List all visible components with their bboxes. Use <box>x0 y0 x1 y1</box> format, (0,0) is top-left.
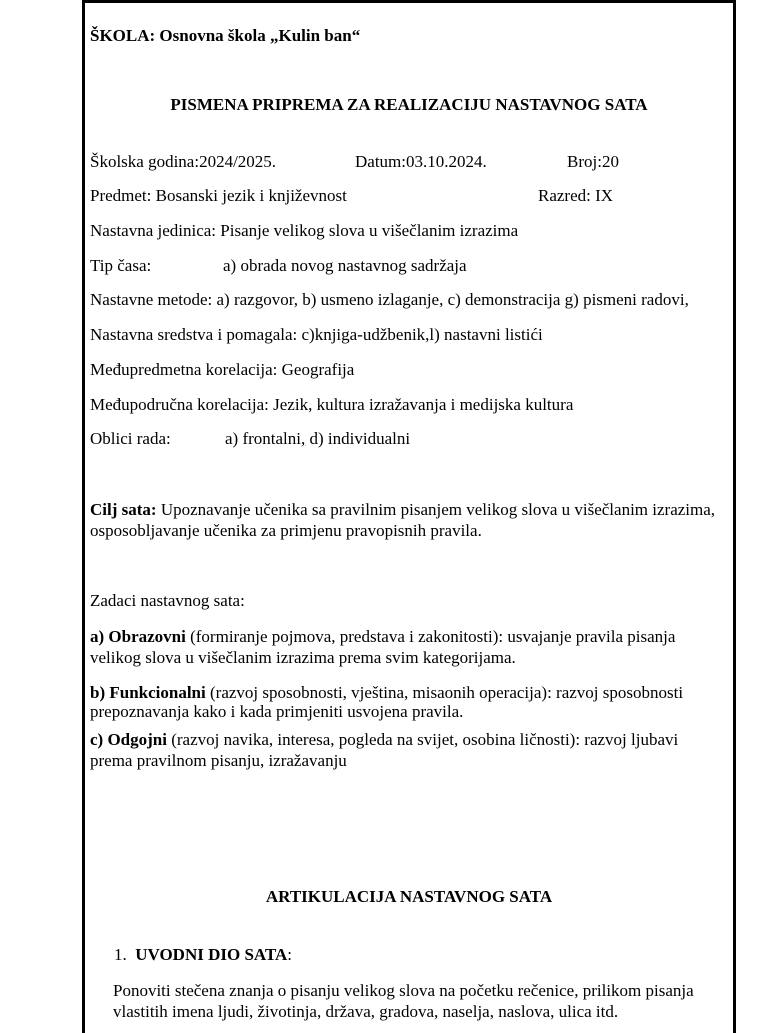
task-a-text: (formiranje pojmova, predstava i zakonitosti): usvajanje pravila pisanja velikog slova u višečlanim izrazima prema svim kategorijama. <box>90 627 676 667</box>
intro-number: 1. <box>114 945 127 964</box>
subject-correlation: Međupredmetna korelacija: Geografija <box>90 360 355 379</box>
task-b-label: b) Funkcionalni <box>90 683 206 702</box>
lesson-number: Broj:20 <box>567 152 619 171</box>
work-form-separator: , <box>301 429 306 448</box>
subject: Predmet: Bosanski jezik i književnost <box>90 186 347 205</box>
teaching-resources: Nastavna sredstva i pomagala: c)knjiga-udžbenik,l) nastavni listići <box>90 325 543 344</box>
header-row-1 <box>90 152 730 172</box>
area-correlation: Međupodručna korelacija: Jezik, kultura izražavanja i medijska kultura <box>90 395 574 414</box>
work-form-a: a) frontalni <box>225 429 301 448</box>
tasks-heading: Zadaci nastavnog sata: <box>90 591 245 610</box>
intro-label: UVODNI DIO SATA <box>135 945 288 964</box>
grade: Razred: IX <box>538 186 614 205</box>
document-title: PISMENA PRIPREMA ZA REALIZACIJU NASTAVNOG SATA <box>170 95 648 114</box>
school-year: Školska godina:2024/2025. <box>90 152 277 171</box>
task-c-label: c) Odgojni <box>90 730 167 749</box>
lesson-goal <box>90 499 730 541</box>
lesson-date: Datum:03.10.2024. <box>355 152 487 171</box>
task-educational <box>90 626 730 668</box>
teaching-unit: Nastavna jedinica: Pisanje velikog slova u višečlanim izrazima <box>90 221 519 240</box>
task-functional <box>90 683 730 721</box>
intro-colon: : <box>287 945 293 964</box>
work-form-d: d) individualni <box>305 429 411 448</box>
goal-text: Upoznavanje učenika sa pravilnim pisanjem velikog slova u višečlanim izrazima, osposobljavanje učenika za primjenu pravopisnih pravila. <box>90 500 716 540</box>
work-forms-label: Oblici rada: <box>90 429 171 448</box>
class-type <box>90 256 730 276</box>
task-a-label: a) Obrazovni <box>90 627 186 646</box>
work-forms <box>90 429 730 449</box>
task-b-text: (razvoj sposobnosti, vještina, misaonih operacija): razvoj sposobnosti prepoznavanja kako i kada primjeniti usvojena pravila. <box>90 683 684 721</box>
task-c-text: (razvoj navika, interesa, pogleda na svijet, osobina ličnosti): razvoj ljubavi prema pravilnom pisanju, izražavanju <box>90 730 679 770</box>
class-type-label: Tip časa: <box>90 256 152 275</box>
class-type-value: a) obrada novog nastavnog sadržaja <box>223 256 467 275</box>
school-name: ŠKOLA: Osnovna škola „Kulin ban“ <box>90 26 361 45</box>
task-upbringing <box>90 729 690 771</box>
intro-text: Ponoviti stečena znanja o pisanju velikog slova na početku rečenice, prilikom pisanja vlastitih imena ljudi, životinja, država, gradova, naselja, naslova, ulica itd. <box>113 981 694 1021</box>
goal-label: Cilj sata: <box>90 500 157 519</box>
teaching-methods: Nastavne metode: a) razgovor, b) usmeno izlaganje, c) demonstracija g) pismeni radovi, <box>90 290 689 309</box>
articulation-heading: ARTIKULACIJA NASTAVNOG SATA <box>265 887 553 906</box>
intro-section-heading <box>114 945 292 965</box>
work-forms-values <box>225 429 410 449</box>
header-row-2 <box>90 186 730 206</box>
